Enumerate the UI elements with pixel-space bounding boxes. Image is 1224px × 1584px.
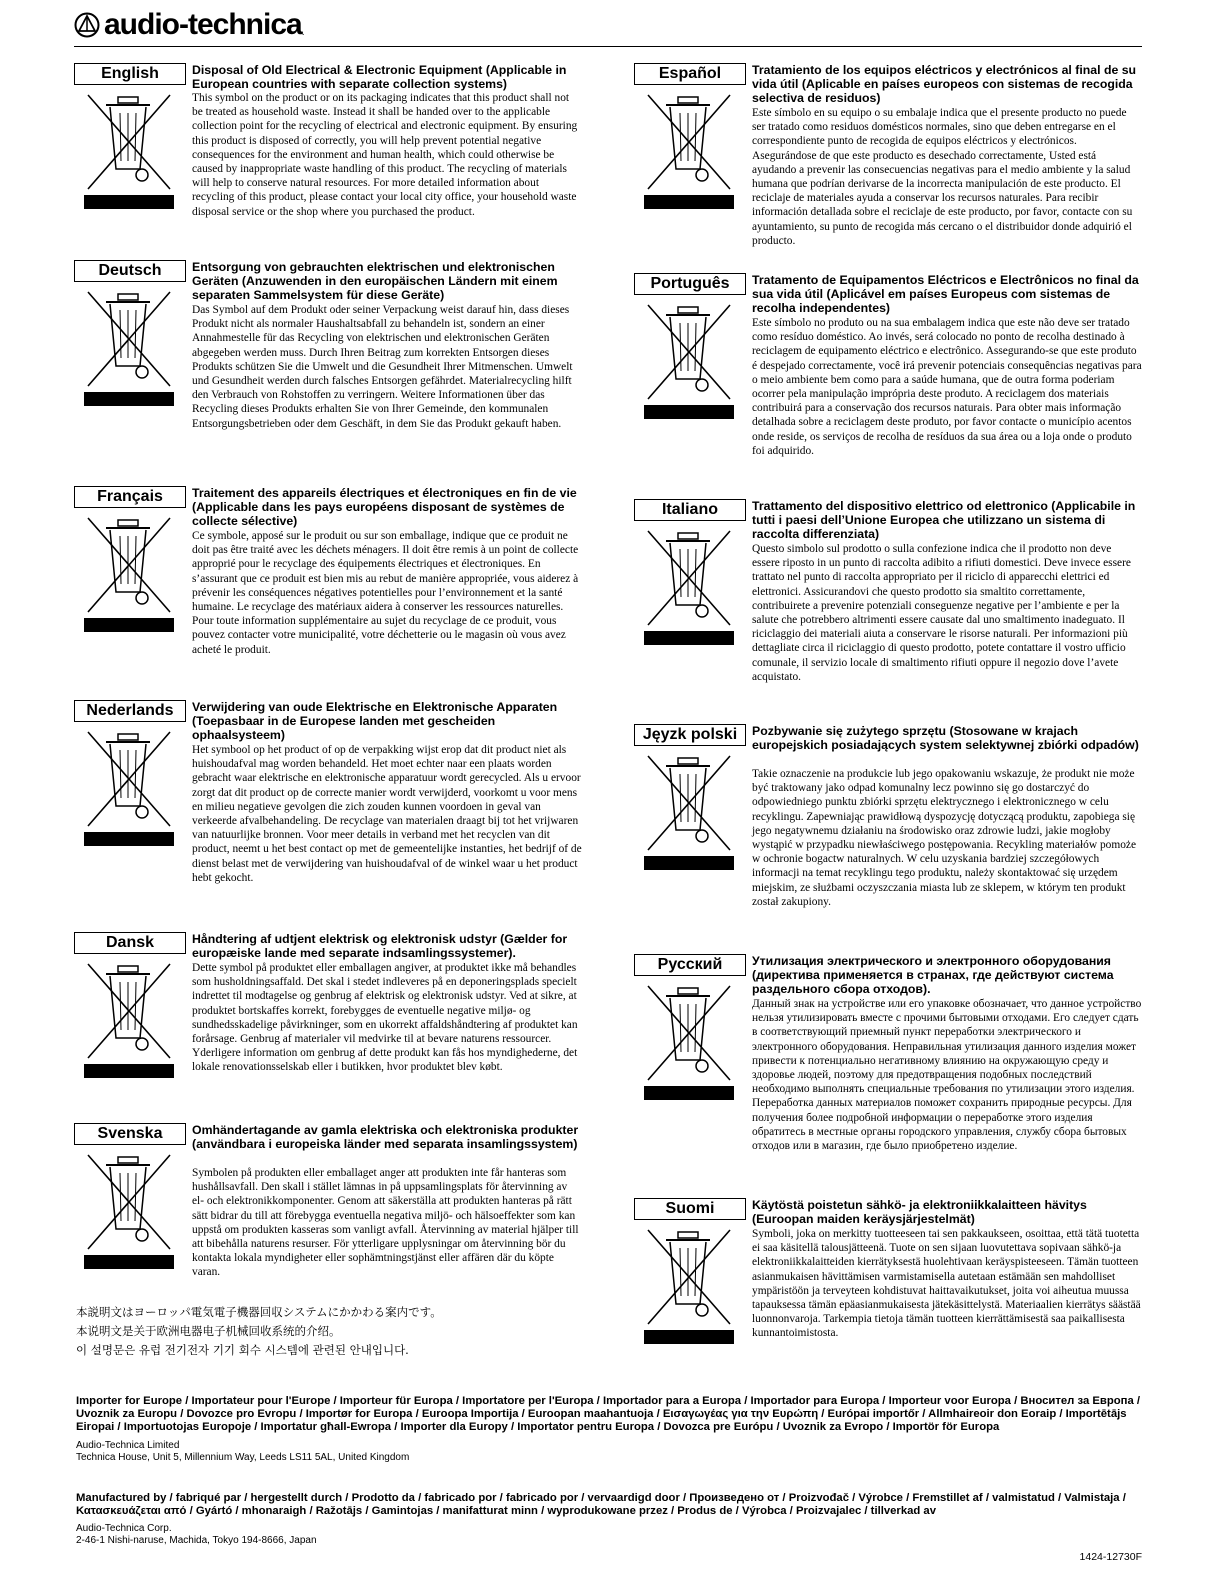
section-body: Das Symbol auf dem Produkt oder seiner Verpackung weist darauf hin, dass dieses Produkt nicht als normaler Haushaltsabfall zu behandeln ist, sondern an einer Annahmestelle für das Recycling von elektrischen und elektronischen Geräten abgegeben werden muss. Durch Ihren Beitrag zum korrekten Entsorgen dieses Produkts schützen Sie die Umwelt und die Gesundheit Ihrer Mitmenschen. Umwelt und Gesundheit werden durch falsches Entsorgen gefährdet. Materialrecycling hilft den Verbrauch von Rohstoffen zu verringern. Weitere Informationen über das Recycling dieses Produkts erhalten Sie von Ihrer Gemeinde, den kommunalen Entsorgungsbetrieben oder dem Geschäft, in dem Sie das Produkt gekauft haben.	[192, 304, 573, 430]
black-bar	[644, 405, 734, 419]
importer-address: Technica House, Unit 5, Millennium Way, Leeds LS11 5AL, United Kingdom	[76, 1452, 410, 1463]
black-bar	[644, 1330, 734, 1344]
language-label: Deutsch	[74, 260, 186, 282]
section-heading: Håndtering af udtjent elektrisk og elektronisk udstyr (Gælder for europæiske lande med separate indsamlingssystemer).	[192, 932, 568, 960]
black-bar	[84, 618, 174, 632]
crossed-bin-icon	[644, 527, 734, 627]
language-label: Suomi	[634, 1198, 746, 1220]
language-label: Русский	[634, 954, 746, 976]
crossed-bin-icon	[84, 960, 174, 1060]
black-bar	[84, 1064, 174, 1078]
section-body: Dette symbol på produktet eller emballagen angiver, at produktet ikke må behandles som husholdningsaffald. Det skal i stedet indleveres på en deponeringsplads specielt indrettet til modtagelse og genbrug af elektrisk og elektronisk udstyr. Ved at sikre, at produktet bortskaffes korrekt, forebygges de eventuelle negative miljø- og sundhedsskadelige påvirkninger, som en ukorrekt affaldshåndtering af produktet kan forårsage. Genbrug af materialer vil medvirke til at bevare naturens ressourcer. Yderligere information om genbrug af dette produkt kan fås hos myndighederne, det lokale renovationsselskab eller i butikken, hvor produktet blev købt.	[192, 962, 578, 1074]
crossed-bin-icon	[644, 91, 734, 191]
importer-company: Audio-Technica Limited	[76, 1440, 180, 1451]
manufacturer-company: Audio-Technica Corp.	[76, 1523, 172, 1534]
importer-heading: Importer for Europe / Importateur pour l'Europe / Importeur für Europa / Importatore per l'Europa / Importador para a Europa / Importador para Europa / Importeur voor Europa / Вносител за Европа / Uvoznik za Europu / Dovozce pro Evropu / Importør for Europa / Euroopa Importija / Euroopan maahantuoja / Εισαγωγέας για την Ευρώπη / Európai importőr / Allmhaireoir don Eoraip / Importētājs Eiropai / Importuotojas Europoje / Importatur għall-Ewropa / Importer dla Europy / Importator pentru Europa / Dovozca pre Európu / Uvoznik za Evropo / Importör för Europa	[76, 1395, 1141, 1433]
crossed-bin-icon	[644, 982, 734, 1082]
language-label: Dansk	[74, 932, 186, 954]
manufacturer-address: 2-46-1 Nishi-naruse, Machida, Tokyo 194-8666, Japan	[76, 1535, 317, 1546]
section-heading: Entsorgung von gebrauchten elektrischen und elektronischen Geräten (Anzuwenden in den europäischen Ländern mit einem separaten Sammelsystem für diese Geräte)	[192, 260, 558, 302]
header-rule	[74, 46, 1142, 47]
section-body: Het symbool op het product of op de verpakking wijst erop dat dit product niet als huishoudafval mag worden behandeld. Het moet echter naar een plaats worden gebracht waar elektrische en elektronische apparatuur wordt gerecycled. Als u ervoor zorgt dat dit product op de correcte manier wordt verwijderd, voorkomt u voor mens en milieu negatieve gevolgen die zich zouden kunnen voordoen in geval van verkeerde afvalbehandeling. De recyclage van materialen draagt bij tot het vrijwaren van natuurlijke bronnen. Voor meer details in verband met het recyclen van dit product, neemt u het best contact op met de gemeentelijke instanties, het bedrijf of de dienst belast met de verwijdering van huishoudafval of de winkel waar u het product hebt gekocht.	[192, 744, 582, 884]
black-bar	[84, 195, 174, 209]
crossed-bin-icon	[84, 728, 174, 828]
section-heading: Käytöstä poistetun sähkö- ja elektroniikkalaitteen hävitys (Euroopan maiden keräysjärjestelmät)	[752, 1198, 1087, 1226]
korean-note: 이 설명문은 유럽 전기전자 기기 회수 시스템에 관련된 안내입니다.	[76, 1343, 409, 1357]
language-label: Svenska	[74, 1123, 186, 1145]
section-heading: Tratamiento de los equipos eléctricos y electrónicos al final de su vida útil (Aplicable en países europeos con sistemas de recogida selectiva de residuos)	[752, 63, 1137, 105]
black-bar	[644, 631, 734, 645]
language-label: Español	[634, 63, 746, 85]
section-body: Ce symbole, apposé sur le produit ou sur son emballage, indique que ce produit ne doit pas être traité avec les déchets ménagers. Il doit être remis à un point de collecte approprié pour le recyclage des équipements électriques et électroniques. En s’assurant que ce produit est bien mis au rebut de manière appropriée, vous aiderez à prévenir les conséquences négatives potentielles pour l’environnement et la santé humaine. Le recyclage des matériaux aidera à conserver les ressources naturelles. Pour toute information supplémentaire au sujet du recyclage de ce produit, vous pouvez contacter votre municipalité, votre déchetterie ou le magasin où vous avez acheté le produit.	[192, 530, 579, 656]
section-body: Symbolen på produkten eller emballaget anger att produkten inte får hanteras som hushållsavfall. Den skall i stället lämnas in på uppsamlingsplats för återvinning av el- och elektronikkomponenter. Genom att säkerställa att produkten hanteras på rätt sätt bidrar du till att förebygga eventuella negativa miljö- och hälsoeffekter som kan uppstå om produkten kasseras som vanligt avfall. Återvinning av material hjälper till att bibehålla naturens resurser. För ytterligare upplysningar om återvinning bör du kontakta lokala myndigheter eller sophämtningstjänst eller affären där du köpte varan.	[192, 1167, 579, 1279]
audio-technica-logo-icon	[74, 12, 100, 38]
section-body: Takie oznaczenie na produkcie lub jego opakowaniu wskazuje, że produkt nie może być traktowany jako odpad komunalny lecz powinno się go dostarczyć do odpowiedniego punktu zbiórki sprzętu elektrycznego i elektronicznego w celu recyklingu. Zapewniając prawidłową dyspozycję dotyczącą produktu, zapobiega się jego negatywnemu działaniu na środowisko oraz zdrowie ludzi, jakie mogłoby wystąpić w przypadku niewłaściwego postępowania. Recykling materiałów pomoże w ochronie bogactw naturalnych. W celu uzyskania bardziej szczegółowych informacji na temat recyklingu tego produktu, należy skontaktować się urzędem miejskim, ze służbami oczyszczania miasta lub ze sklepem, w którym ten produkt został zakupiony.	[752, 768, 1137, 908]
section-body: Este símbolo no produto ou na sua embalagem indica que este não deve ser tratado como resíduo doméstico. Ao invés, será colocado no ponto de recolha destinado à reciclagem de equipamento eléctrico e electrônico. Assegurando-se que este produto é despejado correctamente, você irá prevenir potenciais consequências negativas para o meio ambiente bem como para a saúde humana, que de outra forma poderiam ocorrer pela manipulação imprópria deste produto. A reciclagem dos materiais contribuirá para a conservação dos recursos naturais. Para obter mais informação detalhada sobre a reciclagem deste produto, por favor contacte o município acentos onde reside, os serviços de recolha de resíduos da sua área ou a loja onde o produto foi adquirido.	[752, 317, 1142, 457]
section-heading: Tratamento de Equipamentos Eléctricos e Electrônicos no final da sua vida útil (Aplicável em países Europeus com sistemas de recolha independentes)	[752, 273, 1139, 315]
section-heading: Утилизация электрического и электронного оборудования (директива применяется в странах, где действуют система раздельного сбора отходов).	[752, 954, 1114, 996]
section-heading: Traitement des appareils électriques et électroniques en fin de vie (Applicable dans les pays européens disposant de systèmes de collecte sélective)	[192, 486, 577, 528]
japanese-note: 本説明文はヨーロッパ電気電子機器回収システムにかかわる案内です。	[76, 1305, 442, 1319]
crossed-bin-icon	[84, 91, 174, 191]
crossed-bin-icon	[644, 1226, 734, 1326]
brand-logo	[74, 8, 304, 42]
section-body: Este símbolo en su equipo o su embalaje indica que el presente producto no puede ser tratado como residuos domésticos normales, sino que deben entregarse en el correspondiente punto de recogida de equipos eléctricos y electrónicos. Asegurándose de que este producto es desechado correctamente, Usted está ayudando a prevenir las consecuencias negativas para el medio ambiente y la salud humana que podrían derivarse de la incorrecta manipulación de este producto. El reciclaje de materiales ayuda a conservar los recursos naturales. Para recibir información detallada sobre el reciclaje de este producto, por favor, contacte con su ayuntamiento, su punto de recogida más cercano o el distribuidor donde adquirió el producto.	[752, 107, 1133, 247]
crossed-bin-icon	[84, 514, 174, 614]
black-bar	[84, 832, 174, 846]
section-body: Данный знак на устройстве или его упаковке обозначает, что данное устройство нельзя утилизировать вместе с прочими бытовыми отходами. Его следует сдать в соответствующий приемный пункт переработки электрического и электронного оборудования. Неправильная утилизация данного изделия может привести к потенциально негативному влиянию на окружающую среду и здоровье людей, поэтому для предотвращения подобных последствий необходимо выполнять специальные требования по утилизации этого изделия. Переработка данных материалов поможет сохранить природные ресурсы. Для получения более подробной информации о переработке этого изделия обратитесь в местные органы городского управления, службу сбора бытовых отходов или в магазин, где было приобретено изделие.	[752, 998, 1142, 1153]
crossed-bin-icon	[84, 288, 174, 388]
language-label: Français	[74, 486, 186, 508]
black-bar	[84, 392, 174, 406]
part-number: 1424-12730F	[1079, 1551, 1142, 1563]
section-body: This symbol on the product or on its packaging indicates that this product shall not be treated as household waste. Instead it shall be handed over to the applicable collection point for the recycling of electrical and electronic equipment. By ensuring this product is disposed of correctly, you will help prevent potential negative consequences for the environment and human health, which could otherwise be caused by inappropriate waste handling of this product. The recycling of materials will help to conserve natural resources. For more detailed information about recycling of this product, please contact your local city office, your household waste disposal service or the shop where you purchased the product.	[192, 92, 578, 218]
brand-name: audio-technica	[104, 8, 302, 41]
brand-dot: .	[301, 26, 305, 38]
section-heading: Pozbywanie się zużytego sprzętu (Stosowane w krajach europejskich posiadających system selektywnej zbiórki odpadów)	[752, 724, 1139, 752]
section-heading: Omhändertagande av gamla elektriska och elektroniska produkter (användbara i europeiska länder med separata insamlingssystem)	[192, 1123, 579, 1151]
language-label: Nederlands	[74, 700, 186, 722]
section-heading: Trattamento del dispositivo elettrico od elettronico (Applicabile in tutti i paesi dell’Unione Europea che utilizzano un sistema di raccolta differenziata)	[752, 499, 1136, 541]
manufacturer-heading: Manufactured by / fabriqué par / hergestellt durch / Prodotto da / fabricado por / fabricado por / vervaardigd door / Произведено от / Proizvođač / Výrobce / Fremstillet af / valmistatud / Valmistaja / Κατασκευάζεται από / Gyártó / mhonaraigh / Ražotājs / Gamintojas / manifatturat minn / wyprodukowane przez / Produs de / Výrobca / Proizvajalec / tillverkad av	[76, 1492, 1126, 1517]
language-label: Italiano	[634, 499, 746, 521]
black-bar	[644, 856, 734, 870]
section-body: Questo simbolo sul prodotto o sulla confezione indica che il prodotto non deve essere riposto in un punto di raccolta adibito a rifiuti domestici. Deve invece essere trattato nel punto di raccolta appropriato per il riciclo di apparecchi elettrici ed elettronici. Assicurandovi che questo prodotto sia smaltito correttamente, contribuirete a prevenire potenziali conseguenze negative per l’ambiente e per la salute che potrebbero altrimenti essere causate dal uno smaltimento inadeguato. Il riciclaggio dei materiali aiuta a conservare le risorse naturali. Per informazioni più dettagliate circa il riciclaggio di questo prodotto, potete contattare il vostro ufficio comunale, il servizio locale di smaltimento rifiuti oppure il negozio dove l’avete acquistato.	[752, 543, 1131, 683]
crossed-bin-icon	[644, 752, 734, 852]
black-bar	[644, 1086, 734, 1100]
black-bar	[644, 195, 734, 209]
language-label: Jęyzk polski	[634, 724, 746, 746]
section-body: Symboli, joka on merkitty tuotteeseen tai sen pakkaukseen, osoittaa, että tätä tuotetta ei saa käsitellä talousjätteenä. Tuote on sen sijaan luovutettava sopivaan sähkö-ja elektroniikkalaitteiden kierrätyksestä huolehtivaan keräyspisteeseen. Tämän tuotteen asianmukaisen hävittämisen varmistamisella autetaan estämään sen mahdolliset ympäristöön ja terveyteen kohdistuvat haittavaikutukset, joita voi aiheutua muussa tapauksessa tämän epäasianmukaisesta jätekäsittelystä. Materiaalien kierrätys säästää luonnonvaroja. Tarkempia tietoja tämän tuotteen kierrättämisestä saa paikallisesta kunnantoimistosta.	[752, 1228, 1141, 1340]
asian-notes	[76, 1303, 442, 1360]
section-heading: Disposal of Old Electrical & Electronic Equipment (Applicable in European countries with separate collection systems)	[192, 63, 567, 91]
crossed-bin-icon	[644, 301, 734, 401]
black-bar	[84, 1255, 174, 1269]
language-label: Português	[634, 273, 746, 295]
section-heading: Verwijdering van oude Elektrische en Elektronische Apparaten (Toepasbaar in de Europese landen met gescheiden ophaalsysteem)	[192, 700, 558, 742]
chinese-note: 本说明文是关于欧洲电器电子机械回收系统的介绍。	[76, 1324, 341, 1338]
crossed-bin-icon	[84, 1151, 174, 1251]
language-label: English	[74, 63, 186, 85]
